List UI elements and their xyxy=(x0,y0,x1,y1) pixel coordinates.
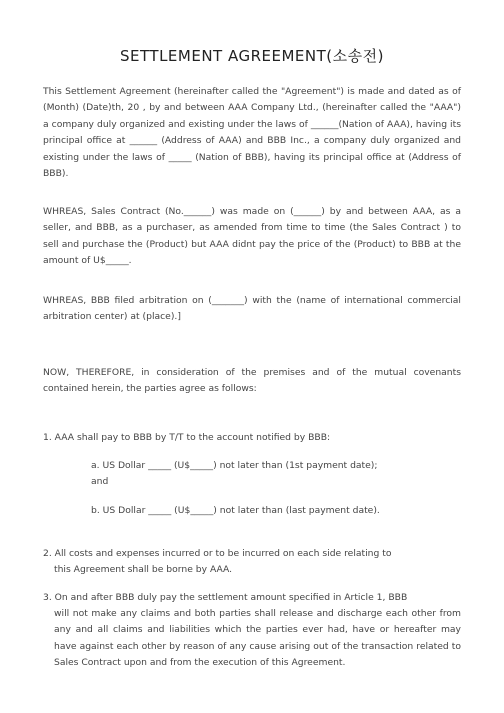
now-therefore-paragraph: NOW, THEREFORE, in consideration of the premises and of the mutual covenants contained herein, the parties agree as follows: xyxy=(43,367,461,395)
whereas-sales-contract: WHREAS, Sales Contract (No.______) was made on (______) by and between AAA, as a seller, and BBB, as a purchaser, as amended from time to time (the Sales Contract ) to sell and purchase the (Product) but AAA didnt pay the price of the (Product) to BBB at the amount of U$_____. xyxy=(43,206,461,267)
article-3-body: will not make any claims and both parties shall release and discharge each other from any and all claims and liabilities which the parties ever had, have or hereafter may have against each other by reason of any cause arising out of the transaction related to Sales Contract upon and from the execution of this Agreement. xyxy=(54,608,461,669)
article-1-and: and xyxy=(91,476,109,487)
article-3-line-1: 3. On and after BBB duly pay the settlement amount specified in Article 1, BBB xyxy=(43,592,408,603)
whereas-arbitration: WHREAS, BBB filed arbitration on (_______) with the (name of international commercial arbitration center) at (place).] xyxy=(43,295,461,323)
intro-paragraph: This Settlement Agreement (hereinafter called the "Agreement") is made and dated as of (Month) (Date)th, 20 , by and between AAA Company Ltd., (hereinafter called the "AAA") a company duly organized and existing under the laws of ______(Nation of AAA), having its principal office at ______ (Address of AAA) and BBB Inc., a company duly organized and existing under the laws of _____ (Nation of BBB), having its principal office at (Address of BBB). xyxy=(43,86,461,180)
document-title: SETTLEMENT AGREEMENT(소송전) xyxy=(120,47,384,65)
article-1-item-b: b. US Dollar _____ (U$_____) not later than (last payment date). xyxy=(91,505,380,516)
article-2-line-2: this Agreement shall be borne by AAA. xyxy=(54,564,233,575)
article-2-line-1: 2. All costs and expenses incurred or to be incurred on each side relating to xyxy=(43,548,392,559)
article-1-item-a: a. US Dollar _____ (U$_____) not later than (1st payment date); xyxy=(91,460,378,471)
article-1: 1. AAA shall pay to BBB by T/T to the account notified by BBB: xyxy=(43,432,331,443)
